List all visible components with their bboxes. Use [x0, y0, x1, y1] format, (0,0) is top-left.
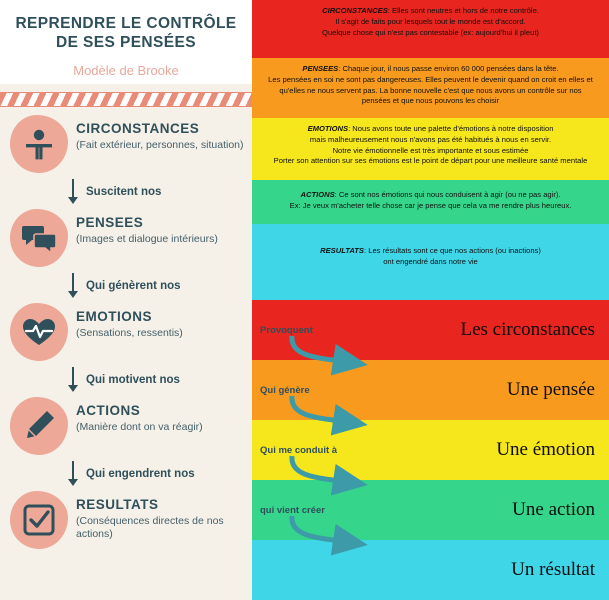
flow-row-resultat [252, 540, 609, 600]
connector-label: Qui motivent nos [86, 373, 180, 386]
checkbox-icon [10, 491, 68, 549]
info-lead: RESULTATS [320, 246, 364, 255]
step-resultats [0, 491, 252, 549]
info-line: : Chaque jour, il nous passe environ 60 000 pensées dans la tête. [338, 64, 559, 73]
step-title: CIRCONSTANCES [76, 120, 200, 136]
info-line: Ex: Je veux m'acheter telle chose car je pense que cela va me rendre plus heureux. [289, 200, 572, 210]
info-line: qu'elles ne nous servent pas. La bonne nouvelle c'est que nous avons un contrôle sur nos [279, 85, 582, 95]
heartbeat-icon [10, 303, 68, 361]
connector-1 [0, 175, 252, 209]
info-lead: ACTIONS [300, 190, 335, 199]
page-subtitle: Modèle de Brooke [73, 62, 179, 78]
flow-row-action [252, 480, 609, 540]
info-block-circonstances [252, 0, 609, 58]
step-circonstances [0, 115, 252, 173]
info-lead: PENSEES [302, 64, 339, 73]
step-emotions [0, 303, 252, 361]
pencil-icon [10, 397, 68, 455]
page-title-line-1: REPRENDRE LE CONTRÔLE [15, 15, 237, 32]
step-title: EMOTIONS [76, 308, 153, 324]
flow-label: Une émotion [496, 439, 595, 460]
flow-side-label: Qui génère [260, 384, 310, 396]
flow-row-pensee [252, 360, 609, 420]
info-block-emotions [252, 118, 609, 180]
connector-label: Suscitent nos [86, 185, 162, 198]
step-title: PENSEES [76, 214, 144, 230]
connector-label: Qui génèrent nos [86, 279, 181, 292]
arrow-down-icon [66, 271, 80, 301]
step-desc: (Sensations, ressentis) [76, 326, 183, 339]
info-lead: EMOTIONS [307, 124, 349, 133]
info-lead: CIRCONSTANCES [322, 6, 388, 15]
step-desc: (Images et dialogue intérieurs) [76, 232, 218, 245]
info-block-actions [252, 180, 609, 224]
step-desc: (Manière dont on va réagir) [76, 420, 203, 433]
step-text [76, 209, 218, 247]
flow-label: Les circonstances [460, 319, 595, 340]
step-text [76, 115, 244, 153]
info-line: : Nous avons toute une palette d'émotions à notre disposition [348, 124, 554, 133]
flow-side-label: Qui me conduit à [260, 444, 338, 456]
info-line: Il s'agit de faits pour lesquels tout le monde est d'accord. [335, 16, 526, 26]
arrow-down-icon [66, 177, 80, 207]
connector-label: Qui engendrent nos [86, 467, 195, 480]
flow-label: Une pensée [506, 379, 595, 400]
info-line: mais malheureusement nous n'avons pas été habitués à nous en servir. [309, 134, 552, 144]
arrow-down-icon [66, 365, 80, 395]
step-desc: (Fait extérieur, personnes, situation) [76, 138, 244, 151]
left-header [0, 0, 252, 84]
step-desc: (Conséquences directes de nos actions) [76, 514, 224, 541]
info-line: Quelque chose qui n'est pas contestable (ex: aujourd'hui il pleut) [322, 27, 539, 37]
info-line: : Elles sont neutres et hors de notre contrôle. [387, 6, 539, 15]
step-text [76, 397, 203, 435]
connector-4 [0, 457, 252, 491]
flow-label: Une action [512, 499, 595, 520]
flow-row-emotion [252, 420, 609, 480]
connector-2 [0, 269, 252, 303]
person-icon [10, 115, 68, 173]
connector-3 [0, 363, 252, 397]
step-text [76, 491, 244, 542]
flow-label: Un résultat [511, 559, 595, 580]
info-line: : Les résultats sont ce que nos actions (ou inactions) [364, 246, 541, 255]
arrow-down-icon [66, 459, 80, 489]
page-title-line-2: DE SES PENSÉES [56, 34, 196, 52]
info-line: Les pensées en soi ne sont pas dangereuses. Elles peuvent le devenir quand on croit en elles et [268, 74, 593, 84]
steps-list [0, 107, 252, 549]
step-title: ACTIONS [76, 402, 141, 418]
info-line: : Ce sont nos émotions qui nous conduisent à agir (ou ne pas agir). [334, 190, 561, 199]
left-panel [0, 0, 252, 600]
speech-bubbles-icon [10, 209, 68, 267]
info-block-pensees [252, 58, 609, 118]
flow-row-circonstances [252, 300, 609, 360]
hatched-divider [0, 92, 252, 107]
step-text [76, 303, 183, 341]
info-line: ont engendré dans notre vie [383, 256, 478, 266]
step-title: RESULTATS [76, 496, 159, 512]
info-line: pensées et que nous pouvons les choisir [361, 96, 500, 106]
flow-side-label: Provoquent [260, 324, 313, 336]
info-line: Notre vie émotionnelle est très importante et sous estimée [332, 145, 529, 155]
info-line: Porter son attention sur ses émotions est le point de départ pour une meilleure santé mentale [273, 156, 588, 166]
step-pensees [0, 209, 252, 267]
step-actions [0, 397, 252, 455]
info-block-resultats [252, 224, 609, 300]
right-panel [252, 0, 609, 600]
flow-side-label: qui vient créer [260, 504, 325, 516]
